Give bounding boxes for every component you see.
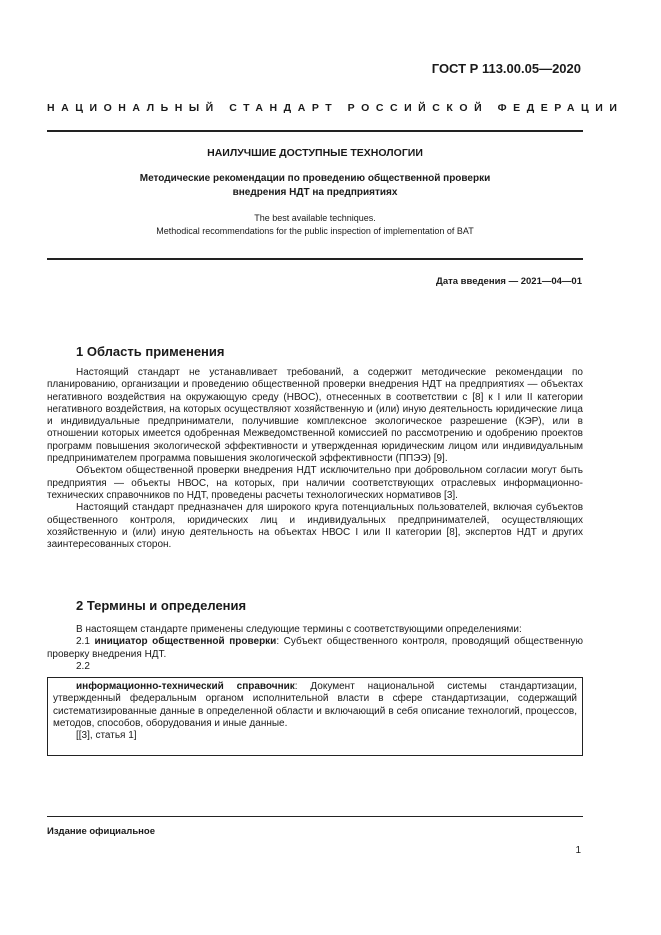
- footer-rule: [47, 816, 583, 817]
- english-title-line-2: Methodical recommendations for the public inspection of implementation of BAT: [156, 225, 474, 236]
- section-2-intro: В настоящем стандарте применены следующие термины с соответствующими определениями:: [76, 624, 522, 635]
- term-definition: : Документ национальной системы стандартизации, утвержденный федеральным органом исполнительной власти в сфере стандартизации, содержащий систематизированные данные в определенной области и включающий в себя описание технологий, процессов, методов, способов, оборудования и иные данные.: [53, 681, 577, 729]
- main-title: НАИЛУЧШИЕ ДОСТУПНЫЕ ТЕХНОЛОГИИ: [207, 147, 423, 159]
- section-1-paragraph: Объектом общественной проверки внедрения НДТ исключительно при добровольном согласии могут быть предприятия — объекты НВОС, на которых, при наличии соответствующих отраслевых информационно-технических справочников по НДТ, проведены расчеты технологических нормативов [3].: [47, 465, 583, 501]
- section-2-heading: 2 Термины и определения: [76, 598, 247, 613]
- subtitle-line-2: внедрения НДТ на предприятиях: [232, 187, 398, 198]
- subtitle-line-1: Методические рекомендации по проведению общественной проверки: [139, 173, 491, 184]
- document-number: ГОСТ Р 113.00.05—2020: [431, 61, 581, 76]
- term-number: 2.1: [76, 636, 90, 648]
- term-2-2: [53, 681, 577, 730]
- section-1-paragraph: Настоящий стандарт не устанавливает требований, а содержит методические рекомендации по планированию, организации и проведению общественной проверки внедрения НДТ на предприятиях — объектах негативного воздействия на окружающую среду (НВОС), отнесенных в соответствии с [8] к I или II категории негативного воздействия, на которых осуществляют хозяйственную и (или) иную деятельность юридические лица и индивидуальные предприниматели, получившие комплексное экологическое разрешение (КЭР), или в отношении которых имеется одобренная Межведомственной комиссией по рассмотрению и одобрению проектов программ повышения экологической эффективности и утвержденная юридическим лицом или индивидуальным предпринимателем программа повышения экологической эффективности (ППЭЭ) [9].: [47, 367, 583, 465]
- english-title: [47, 212, 583, 237]
- national-standard-title: НАЦИОНАЛЬНЫЙ СТАНДАРТ РОССИЙСКОЙ ФЕДЕРАЦИИ: [47, 102, 624, 114]
- header-rule: [47, 130, 583, 132]
- section-1-body: [47, 367, 583, 551]
- term-2-1: [47, 636, 583, 661]
- introduction-date: Дата введения — 2021—04—01: [436, 276, 582, 287]
- section-2-body: [47, 624, 583, 673]
- term-name: инициатор общественной проверки: [94, 636, 277, 648]
- term-source: [[3], статья 1]: [76, 730, 137, 742]
- subtitle: [47, 172, 583, 200]
- edition-note: Издание официальное: [47, 826, 155, 837]
- title-rule: [47, 258, 583, 260]
- definition-box: [47, 677, 583, 756]
- term-2-2-number: 2.2: [76, 660, 90, 672]
- english-title-line-1: The best available techniques.: [254, 213, 376, 223]
- page-number: 1: [575, 845, 581, 856]
- term-definition: : Субъект общественного контроля, проводящий общественную проверку внедрения НДТ.: [47, 636, 583, 660]
- section-1-paragraph: Настоящий стандарт предназначен для широкого круга потенциальных пользователей, включая субъектов общественного контроля, юридических лиц и индивидуальных предпринимателей, осуществляющих хозяйственную и (или) иную деятельность на объектах НВОС I или II категории [8], экспертов НДТ и других заинтересованных сторон.: [47, 502, 583, 551]
- term-name: информационно-технический справочник: [76, 681, 295, 692]
- section-1-heading: 1 Область применения: [76, 344, 225, 359]
